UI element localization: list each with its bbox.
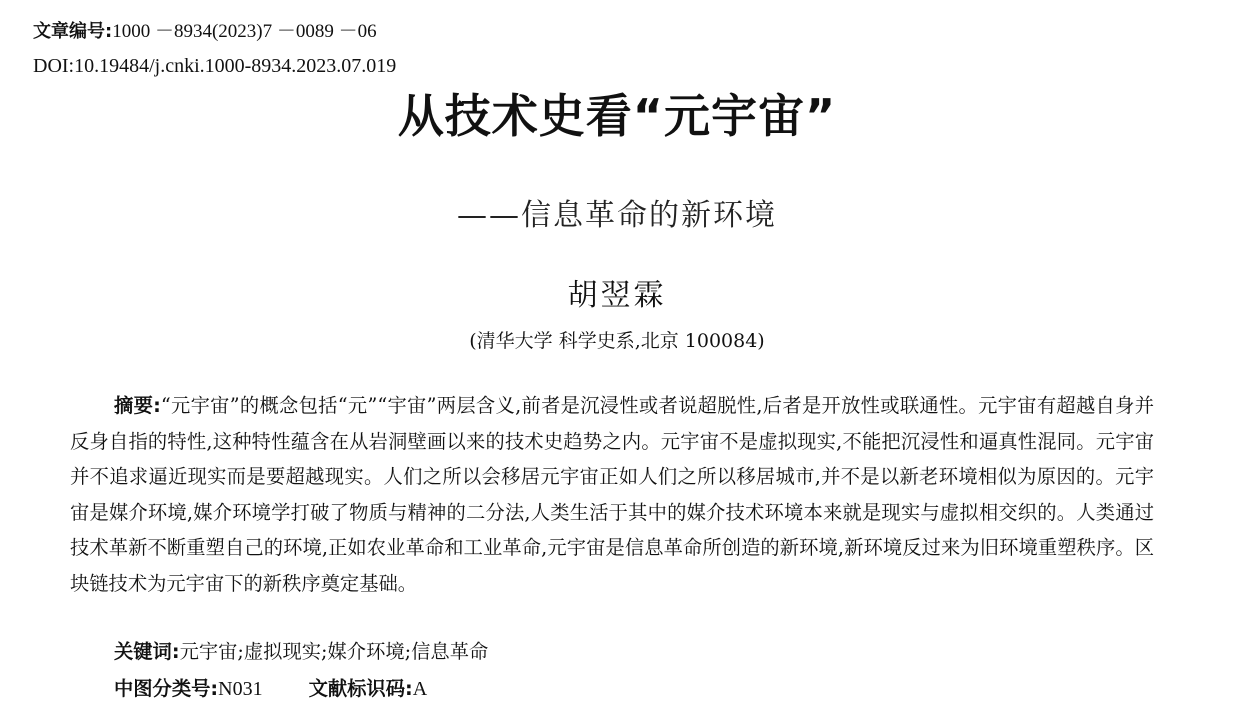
abstract-paragraph bbox=[70, 388, 1154, 602]
clc-value: N031 bbox=[218, 678, 263, 700]
paper-title: 从技术史看“元宇宙” bbox=[397, 89, 837, 143]
author-affiliation: (清华大学 科学史系,北京 100084) bbox=[469, 330, 765, 352]
classification-line bbox=[114, 673, 427, 701]
keywords-text: 元宇宙;虚拟现实;媒介环境;信息革命 bbox=[179, 640, 489, 663]
article-number-label: 文章编号: bbox=[33, 21, 113, 42]
clc-label: 中图分类号: bbox=[114, 677, 219, 700]
keywords-line bbox=[114, 636, 488, 664]
abstract-label: 摘要: bbox=[114, 394, 161, 417]
author-name: 胡翌霖 bbox=[567, 278, 667, 313]
document-code-value: A bbox=[412, 678, 428, 700]
doi-line: DOI:10.19484/j.cnki.1000-8934.2023.07.019 bbox=[33, 55, 397, 77]
abstract-text: “元宇宙”的概念包括“元”“宇宙”两层含义,前者是沉浸性或者说超脱性,后者是开放性或联通性。元宇宙有超越自身并反身自指的特性,这种特性蕴含在从岩洞壁画以来的技术史趋势之内。元宇宙不是虚拟现实,不能把沉浸性和逼真性混同。元宇宙并不追求逼近现实而是要超越现实。人们之所以会移居元宇宙正如人们之所以移居城市,并不是以新老环境相似为原因的。元宇宙是媒介环境,媒介环境学打破了物质与精神的二分法,人类生活于其中的媒介技术环境本来就是现实与虚拟相交织的。人类通过技术革新不断重塑自己的环境,正如农业革命和工业革命,元宇宙是信息革命所创造的新环境,新环境反过来为旧环境重塑秩序。区块链技术为元宇宙下的新秩序奠定基础。 bbox=[70, 394, 1154, 595]
paper-subtitle: ——信息革命的新环境 bbox=[457, 198, 777, 233]
document-code-label: 文献标识码: bbox=[308, 677, 413, 700]
article-number-line bbox=[33, 16, 377, 43]
article-number-value: 1000 －8934(2023)7 －0089 －06 bbox=[112, 21, 377, 42]
keywords-label: 关键词: bbox=[114, 640, 180, 663]
